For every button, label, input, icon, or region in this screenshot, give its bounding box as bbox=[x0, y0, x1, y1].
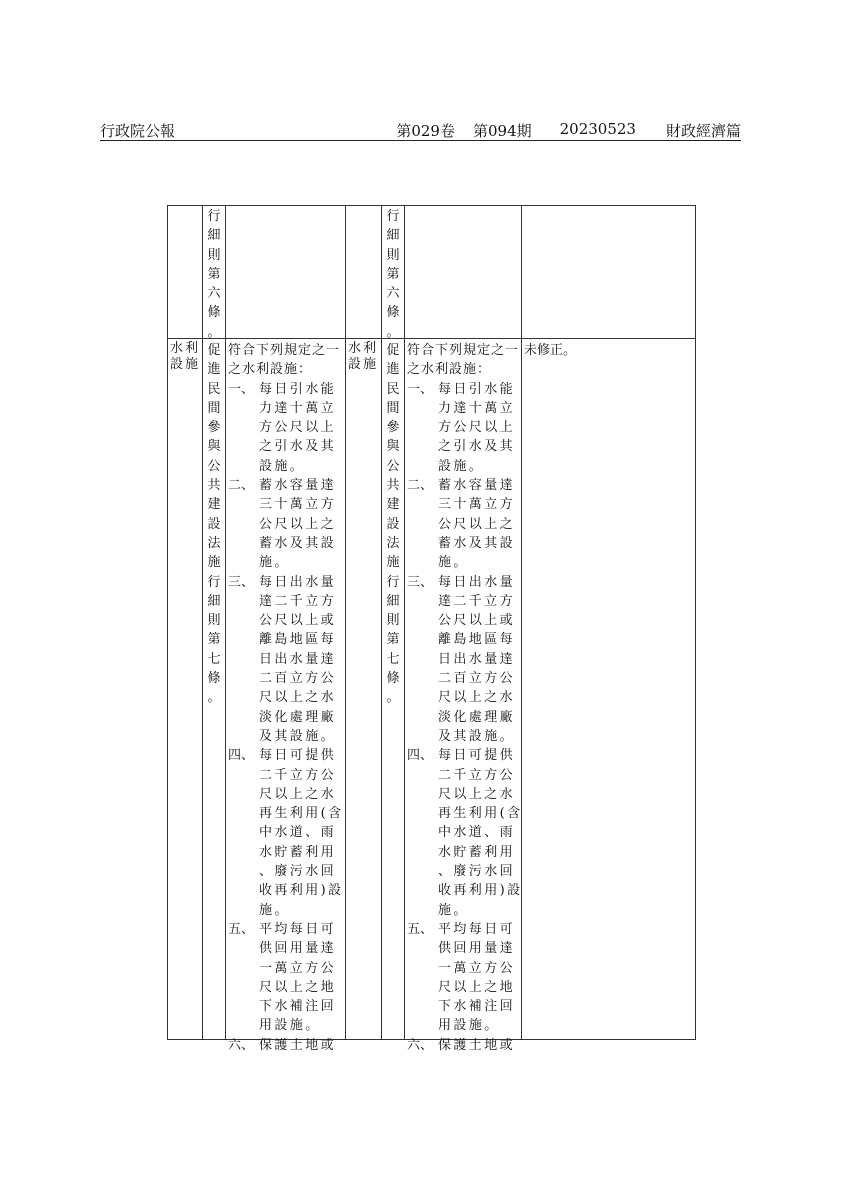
right-intro-2: 之水利設施： bbox=[407, 362, 492, 377]
item-line: 平均每日可 bbox=[438, 922, 516, 937]
amendment-note: 未修正。 bbox=[524, 343, 577, 358]
table-divider bbox=[404, 205, 405, 1040]
vertical-char: 行 bbox=[386, 209, 400, 224]
item-line: 達二千立方 bbox=[259, 593, 337, 609]
item-line: 尺以上之水 bbox=[259, 786, 337, 802]
top-right-basis bbox=[383, 207, 403, 342]
vertical-char: 六 bbox=[386, 286, 400, 302]
vertical-char: 進 bbox=[207, 362, 221, 378]
vertical-char: 法 bbox=[386, 535, 400, 551]
item-number: 六、 bbox=[228, 1037, 255, 1053]
item-line: 尺以上之地 bbox=[438, 979, 516, 995]
item-line: 設施。 bbox=[438, 458, 485, 474]
item-number: 二、 bbox=[228, 478, 255, 494]
item-line: 一萬立方公 bbox=[259, 960, 337, 976]
table-border bbox=[167, 205, 696, 206]
item-line: 每日可提供 bbox=[438, 748, 516, 764]
item-line: 水貯蓄利用 bbox=[259, 844, 337, 860]
vertical-char: 共 bbox=[386, 478, 400, 494]
vertical-char: 共 bbox=[207, 478, 221, 494]
item-line: 蓄水及其設 bbox=[259, 535, 337, 551]
left-category-label: 水利設施 bbox=[170, 341, 201, 372]
item-number: 四、 bbox=[407, 748, 434, 764]
item-text bbox=[438, 1036, 515, 1055]
row-divider bbox=[167, 338, 696, 339]
item-line: 方公尺以上 bbox=[259, 420, 337, 436]
item-number: 六、 bbox=[407, 1037, 434, 1053]
right-intro-1: 符合下列規定之一 bbox=[407, 343, 520, 358]
item-line: 日出水量達 bbox=[259, 651, 337, 667]
item-line: 施。 bbox=[259, 902, 290, 918]
top-left-basis bbox=[204, 207, 224, 342]
vertical-char: 七 bbox=[207, 651, 221, 667]
item-line: 收再利用)設 bbox=[259, 883, 344, 899]
item-line: 之引水及其 bbox=[438, 439, 516, 455]
vertical-char: 第 bbox=[207, 632, 221, 648]
item-number: 一、 bbox=[228, 381, 255, 397]
vertical-char: 則 bbox=[386, 247, 400, 263]
item-number: 五、 bbox=[407, 922, 434, 937]
item-number: 三、 bbox=[407, 574, 434, 590]
publication-title: 行政院公報 bbox=[100, 122, 176, 140]
vertical-char: 法 bbox=[207, 535, 221, 551]
vertical-char: 促 bbox=[207, 343, 221, 358]
item-line: 淡化處理廠 bbox=[438, 709, 516, 725]
item-line: 每日出水量 bbox=[438, 574, 516, 590]
right-category-label: 水利設施 bbox=[348, 341, 379, 372]
date-label: 20230523 bbox=[559, 120, 636, 138]
vertical-char: 與 bbox=[386, 439, 400, 455]
vertical-char: 建 bbox=[207, 497, 221, 513]
item-text bbox=[259, 476, 336, 572]
item-line: 下水補注回 bbox=[438, 999, 516, 1015]
vertical-char: 民 bbox=[207, 381, 221, 397]
item-line: 方公尺以上 bbox=[438, 420, 516, 436]
vertical-char: 公 bbox=[386, 458, 400, 474]
vertical-char: 間 bbox=[386, 400, 400, 416]
item-line: 收再利用)設 bbox=[438, 883, 523, 899]
vertical-char: 。 bbox=[207, 324, 221, 340]
item-text bbox=[438, 920, 515, 1036]
item-line: 每日出水量 bbox=[259, 574, 337, 590]
item-line: 尺以上之水 bbox=[259, 690, 337, 706]
item-line: 公尺以上或 bbox=[438, 613, 516, 629]
item-line: 二百立方公 bbox=[438, 671, 516, 687]
item-line: 用設施。 bbox=[438, 1018, 500, 1034]
item-line: 公尺以上之 bbox=[438, 516, 516, 532]
vertical-char: 則 bbox=[386, 613, 400, 629]
item-line: 平均每日可 bbox=[259, 922, 337, 937]
item-line: 施。 bbox=[438, 902, 469, 918]
vertical-char: 參 bbox=[207, 420, 221, 436]
right-basis bbox=[383, 341, 403, 708]
item-line: 尺以上之水 bbox=[438, 690, 516, 706]
vertical-char: 則 bbox=[207, 247, 221, 263]
item-text bbox=[438, 476, 515, 572]
section-label: 財政經濟篇 bbox=[665, 122, 741, 140]
vertical-char: 條 bbox=[386, 305, 400, 321]
item-line: 三十萬立方 bbox=[259, 497, 337, 513]
vertical-char: 建 bbox=[386, 497, 400, 513]
vertical-char: 六 bbox=[207, 286, 221, 302]
item-line: 蓄水容量達 bbox=[438, 478, 516, 494]
vertical-char: 。 bbox=[386, 690, 400, 706]
vertical-char: 施 bbox=[207, 555, 221, 571]
item-line: 每日引水能 bbox=[438, 381, 516, 397]
item-line: 淡化處理廠 bbox=[259, 709, 337, 725]
item-line: 施。 bbox=[438, 555, 469, 571]
item-text bbox=[259, 380, 336, 476]
vertical-char: 行 bbox=[207, 209, 221, 224]
item-line: 水貯蓄利用 bbox=[438, 844, 516, 860]
vertical-char: 細 bbox=[207, 228, 221, 244]
item-text bbox=[259, 573, 336, 747]
vertical-char: 第 bbox=[207, 266, 221, 282]
vertical-char: 細 bbox=[207, 593, 221, 609]
item-number: 五、 bbox=[228, 922, 255, 937]
vertical-char: 施 bbox=[386, 555, 400, 571]
vertical-char: 參 bbox=[386, 420, 400, 436]
item-line: 二百立方公 bbox=[259, 671, 337, 687]
vertical-char: 設 bbox=[207, 516, 221, 532]
item-line: 力達十萬立 bbox=[259, 400, 337, 416]
vertical-char: 間 bbox=[207, 400, 221, 416]
item-line: 再生利用(含 bbox=[438, 806, 523, 822]
item-line: 蓄水及其設 bbox=[438, 535, 516, 551]
issue-label: 第094期 bbox=[472, 122, 532, 140]
item-line: 一萬立方公 bbox=[438, 960, 516, 976]
item-number: 三、 bbox=[228, 574, 255, 590]
page-header bbox=[100, 118, 741, 141]
item-line: 尺以上之地 bbox=[259, 979, 337, 995]
item-number: 四、 bbox=[228, 748, 255, 764]
item-line: 日出水量達 bbox=[438, 651, 516, 667]
item-line: 保護土地或 bbox=[438, 1037, 516, 1053]
table-divider bbox=[202, 205, 203, 1040]
table-divider bbox=[381, 205, 382, 1040]
item-text bbox=[438, 746, 522, 920]
item-text bbox=[438, 573, 515, 747]
item-line: 中水道、雨 bbox=[438, 825, 516, 841]
left-intro-2: 之水利設施： bbox=[228, 362, 313, 377]
item-line: 力達十萬立 bbox=[438, 400, 516, 416]
vertical-char: 條 bbox=[207, 671, 221, 687]
item-text bbox=[259, 920, 336, 1036]
item-line: 、廢污水回 bbox=[259, 864, 337, 880]
item-line: 中水道、雨 bbox=[259, 825, 337, 841]
item-line: 二千立方公 bbox=[438, 767, 516, 783]
item-line: 供回用量達 bbox=[438, 941, 516, 957]
table-border bbox=[695, 205, 696, 1040]
item-line: 用設施。 bbox=[259, 1018, 321, 1034]
item-line: 設施。 bbox=[259, 458, 306, 474]
left-basis bbox=[204, 341, 224, 708]
item-line: 達二千立方 bbox=[438, 593, 516, 609]
item-line: 公尺以上或 bbox=[259, 613, 337, 629]
volume-label: 第029卷 bbox=[396, 122, 455, 140]
vertical-char: 進 bbox=[386, 362, 400, 378]
item-number: 二、 bbox=[407, 478, 434, 494]
vertical-char: 公 bbox=[207, 458, 221, 474]
item-text bbox=[438, 380, 515, 476]
item-line: 二千立方公 bbox=[259, 767, 337, 783]
item-line: 離島地區每 bbox=[259, 632, 337, 648]
vertical-char: 民 bbox=[386, 381, 400, 397]
table-divider bbox=[225, 205, 226, 1040]
item-number: 一、 bbox=[407, 381, 434, 397]
vertical-char: 細 bbox=[386, 593, 400, 609]
comparison-table bbox=[167, 205, 696, 1053]
item-line: 每日可提供 bbox=[259, 748, 337, 764]
item-line: 及其設施。 bbox=[259, 728, 337, 744]
vertical-char: 條 bbox=[386, 671, 400, 687]
vertical-char: 條 bbox=[207, 305, 221, 321]
item-line: 每日引水能 bbox=[259, 381, 337, 397]
left-intro-1: 符合下列規定之一 bbox=[228, 343, 341, 358]
item-line: 尺以上之水 bbox=[438, 786, 516, 802]
item-line: 保護土地或 bbox=[259, 1037, 337, 1053]
vertical-char: 細 bbox=[386, 228, 400, 244]
item-line: 施。 bbox=[259, 555, 290, 571]
vertical-char: 。 bbox=[386, 324, 400, 340]
table-divider bbox=[345, 205, 346, 1040]
item-line: 供回用量達 bbox=[259, 941, 337, 957]
item-text bbox=[259, 1036, 336, 1055]
vertical-char: 與 bbox=[207, 439, 221, 455]
item-line: 之引水及其 bbox=[259, 439, 337, 455]
vertical-char: 則 bbox=[207, 613, 221, 629]
vertical-char: 。 bbox=[207, 690, 221, 706]
item-line: 離島地區每 bbox=[438, 632, 516, 648]
item-line: 、廢污水回 bbox=[438, 864, 516, 880]
vertical-char: 七 bbox=[386, 651, 400, 667]
item-text bbox=[259, 746, 343, 920]
item-line: 三十萬立方 bbox=[438, 497, 516, 513]
vertical-char: 第 bbox=[386, 266, 400, 282]
item-line: 再生利用(含 bbox=[259, 806, 344, 822]
vertical-char: 第 bbox=[386, 632, 400, 648]
item-line: 公尺以上之 bbox=[259, 516, 337, 532]
table-border bbox=[167, 205, 168, 1040]
item-line: 蓄水容量達 bbox=[259, 478, 337, 494]
issue-info bbox=[396, 120, 741, 141]
vertical-char: 行 bbox=[207, 574, 221, 590]
item-line: 下水補注回 bbox=[259, 999, 337, 1015]
item-line: 及其設施。 bbox=[438, 728, 516, 744]
vertical-char: 設 bbox=[386, 516, 400, 532]
vertical-char: 促 bbox=[386, 343, 400, 358]
vertical-char: 行 bbox=[386, 574, 400, 590]
